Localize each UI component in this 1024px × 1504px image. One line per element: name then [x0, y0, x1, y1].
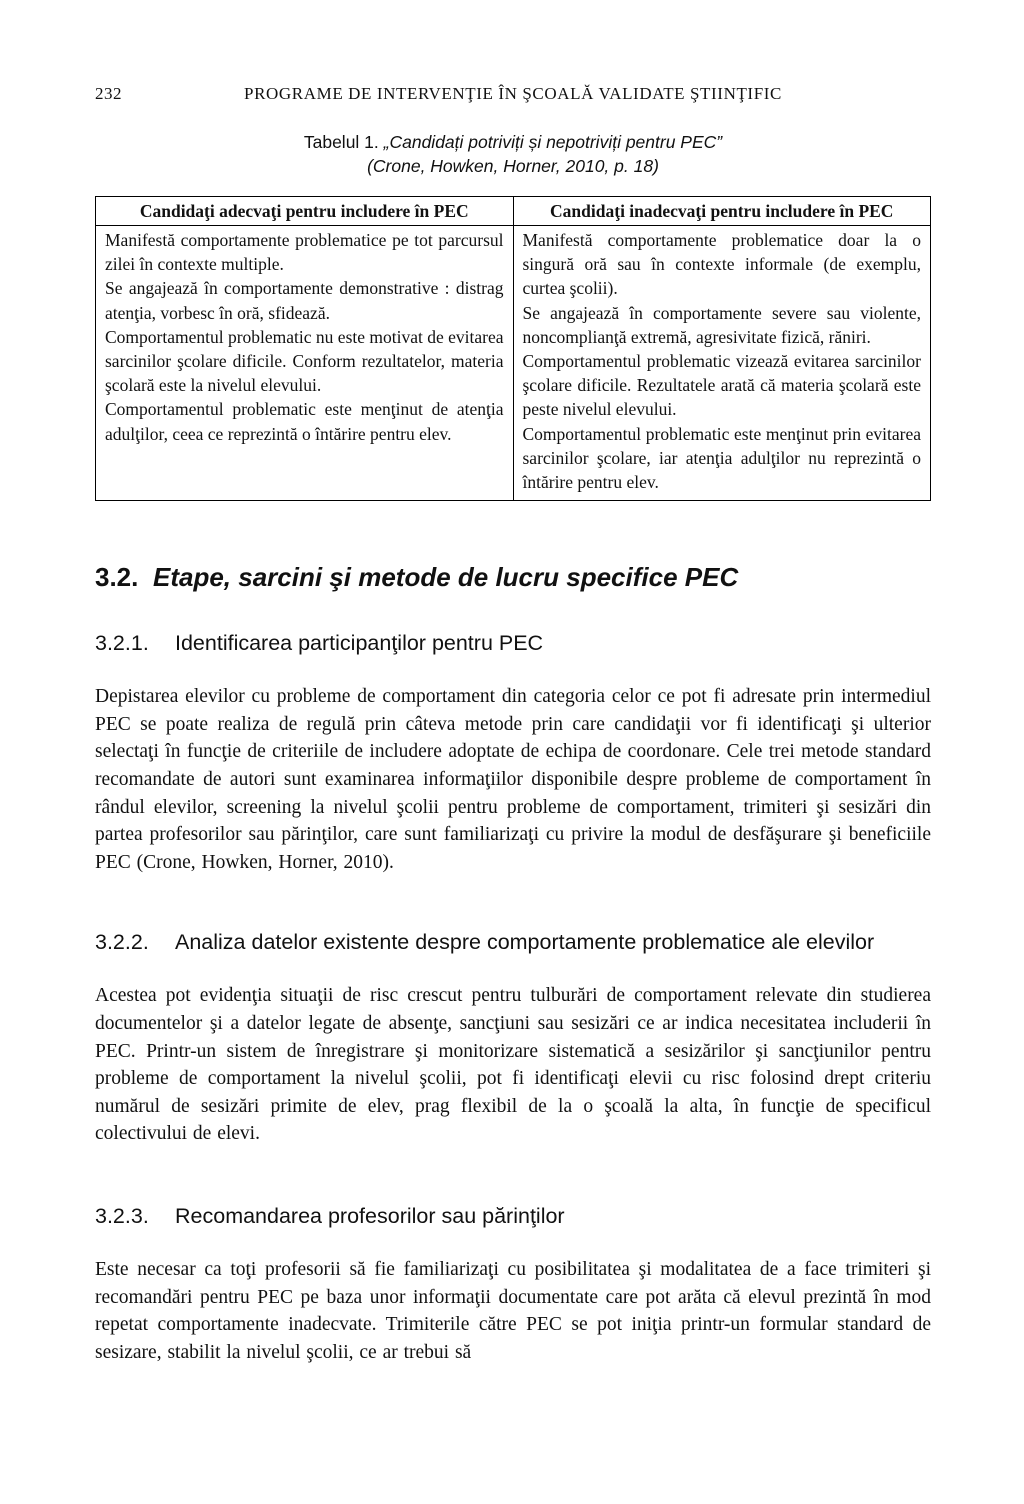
- table-body-row: [96, 226, 931, 501]
- table-right-paragraph: Se angajează în comportamente severe sau violente, noncomplianţă extremă, agresivitate fizică, răniri.: [522, 302, 921, 347]
- paragraph-3-2-3: Este necesar ca toţi profesorii să fie familiarizaţi cu posibilitatea şi modalitatea de a face trimiteri şi recomandări pentru PEC pe baza unor informaţii documentate care pot arăta că elevul prezintă în mod repetat comportamente inadecvate. Trimiterile către PEC se pot iniţia printr-un formular standard de sesizare, stabilit la nivelul şcolii, ce ar trebui să: [95, 1258, 931, 1363]
- table-header-left: Candidaţi adecvaţi pentru includere în PEC: [96, 197, 514, 226]
- section-title: Analiza datelor existente despre comportamente problematice ale elevilor: [175, 930, 875, 955]
- section-heading-3-2-2: [95, 928, 931, 956]
- paragraph-3-2-2: Acestea pot evidenţia situaţii de risc crescut pentru tulburări de comportament relevate din studierea documentelor şi a datelor legate de absenţe, sancţiuni sau sesizări ce ar indica necesitatea includerii în PEC. Printr-un sistem de înregistrare şi monitorizare sistematică a sesizărilor şi sancţiunilor pentru probleme de comportament la nivelul şcolii, pot fi identificaţi elevii cu risc folosind drept criteriu numărul de sesizări primite de elev, prag flexibil de la o şcoală la alta, în funcţie de specificul colectivului de elevi.: [95, 985, 931, 1145]
- table-header-right: Candidaţi inadecvaţi pentru includere în PEC: [513, 197, 931, 226]
- table-caption-prefix: Tabelul 1.: [303, 132, 384, 152]
- section-title: Etape, sarcini şi metode de lucru specifice PEC: [153, 562, 739, 593]
- table-right-paragraph: Comportamentul problematic este menţinut prin evitarea sarcinilor şcolare, iar atenţia adulţilor nu reprezintă o întărire pentru elev.: [522, 423, 921, 493]
- table-left-paragraph: Comportamentul problematic nu este motivat de evitarea sarcinilor şcolare dificile. Conform rezultatelor, materia şcolară este la nivelul elevului.: [105, 326, 504, 396]
- table-left-paragraph: Comportamentul problematic este menţinut de atenţia adulţilor, ceea ce reprezintă o întărire pentru elev.: [105, 399, 504, 444]
- section-title: Identificarea participanţilor pentru PEC: [175, 631, 544, 656]
- section-title: Recomandarea profesorilor sau părinţilor: [175, 1203, 565, 1228]
- table-right-paragraph: Comportamentul problematic vizează evitarea sarcinilor şcolare dificile. Rezultatele arată că materia şcolară este peste nivelul elevului.: [522, 351, 921, 420]
- section-number: 3.2.1.: [95, 631, 149, 656]
- table-header-row: [96, 197, 931, 226]
- section-heading-3-2-3: [95, 1202, 931, 1230]
- table-cell-right: [513, 226, 931, 501]
- section-heading-3-2-1: [95, 629, 931, 657]
- section-heading-3-2: [95, 561, 931, 593]
- table-caption: [95, 130, 931, 178]
- section-number: 3.2.3.: [95, 1203, 149, 1228]
- table-cell-left: [96, 226, 514, 501]
- table-caption-line1: [95, 130, 931, 154]
- table-caption-source: (Crone, Howken, Horner, 2010, p. 18): [367, 156, 659, 176]
- table-left-paragraph: Se angajează în comportamente demonstrative : distrag atenţia, vorbesc în oră, sfidează.: [105, 278, 504, 323]
- candidates-table: [95, 196, 931, 501]
- table-caption-title: „Candidați potriviți și nepotriviți pentru PEC”: [383, 132, 723, 152]
- table-left-paragraph: Manifestă comportamente problematice pe tot parcursul zilei în contexte multiple.: [105, 230, 504, 275]
- running-header-title: PROGRAME DE INTERVENŢIE ÎN ŞCOALĂ VALIDATE ŞTIINŢIFIC: [244, 84, 782, 103]
- running-head: [95, 84, 931, 108]
- section-number: 3.2.: [95, 562, 139, 593]
- page-number: 232: [95, 84, 122, 103]
- section-number: 3.2.2.: [95, 930, 149, 955]
- paragraph-3-2-1: Depistarea elevilor cu probleme de comportament din categoria celor ce pot fi adresate prin intermediul PEC se poate realiza de regulă prin câteva metode prin care candidaţii vor fi identificaţi şi ulterior selectaţi în funcţie de criteriile de includere adoptate de echipa de coordonare. Cele trei metode standard recomandate de autori sunt examinarea informaţiilor disponibile despre probleme de comportament în rândul elevilor, screening la nivelul şcolii pentru probleme de comportament, trimiteri şi sesizări din partea profesorilor sau părinţilor, care sunt familiarizaţi cu privire la modul de desfăşurare şi beneficiile PEC (Crone, Howken, Horner, 2010).: [95, 686, 931, 873]
- table-right-paragraph: Manifestă comportamente problematice doar la o singură oră sau în contexte informale (de exemplu, curtea şcolii).: [522, 230, 921, 299]
